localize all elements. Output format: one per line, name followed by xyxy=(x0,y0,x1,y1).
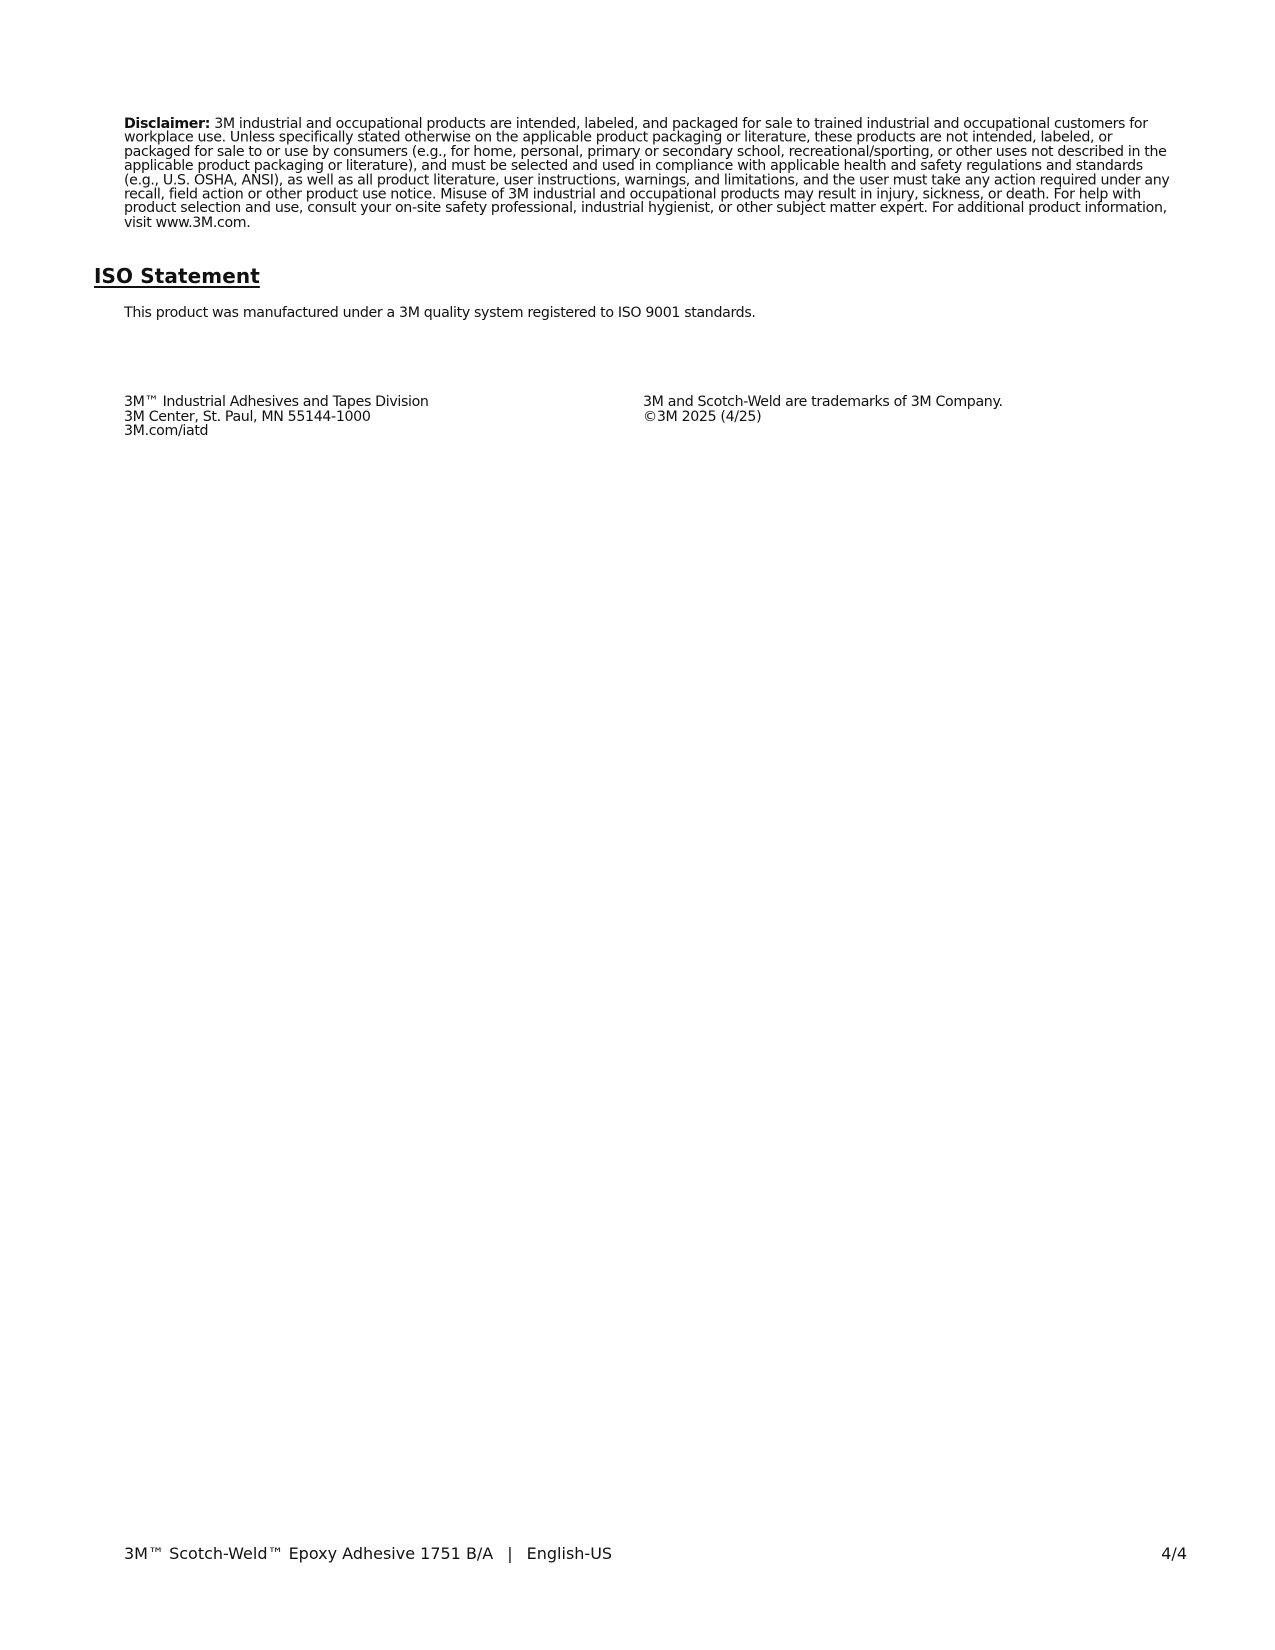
footer-product-name: 3M™ Scotch-Weld™ Epoxy Adhesive 1751 B/A xyxy=(124,1544,494,1563)
iso-statement-heading: ISO Statement xyxy=(94,264,260,288)
footer-product-info xyxy=(124,1544,612,1563)
disclaimer-line-7: product selection and use, consult your on-site safety professional, industrial hygienist, or other subject matter expert. For additional product information, xyxy=(124,200,1167,217)
contact-block xyxy=(124,395,429,439)
disclaimer-label: Disclaimer: xyxy=(124,116,211,132)
trademark-notice: 3M and Scotch-Weld are trademarks of 3M Company. xyxy=(643,394,1003,410)
disclaimer-line-8: visit www.3M.com. xyxy=(124,214,251,231)
disclaimer-line-5: (e.g., U.S. OSHA, ANSI), as well as all product literature, user instructions, warnings, and limitations, and the user must take any action required under any xyxy=(124,172,1170,189)
disclaimer-line-3: packaged for sale to or use by consumers (e.g., for home, personal, primary or secondary school, recreational/sporting, or other uses not described in the xyxy=(124,144,1167,160)
footer-separator: | xyxy=(507,1544,513,1563)
company-address: 3M Center, St. Paul, MN 55144-1000 xyxy=(124,408,371,425)
iso-statement-text: This product was manufactured under a 3M quality system registered to ISO 9001 standards. xyxy=(124,305,756,321)
trademark-block xyxy=(643,395,1003,424)
page-footer xyxy=(124,1544,1187,1563)
copyright-notice: ©3M 2025 (4/25) xyxy=(643,408,762,425)
disclaimer-line-1: Disclaimer: 3M industrial and occupational products are intended, labeled, and packaged for sale to trained industrial and occupational customers for xyxy=(124,116,1148,132)
page-number: 4/4 xyxy=(1161,1544,1187,1563)
footer-language: English-US xyxy=(526,1544,613,1563)
company-website: 3M.com/iatd xyxy=(124,423,209,440)
disclaimer-line-2: workplace use. Unless specifically stated otherwise on the applicable product packaging or literature, these products are not intended, labeled, or xyxy=(124,130,1113,146)
disclaimer-line-6: recall, field action or other product use notice. Misuse of 3M industrial and occupational products may result in injury, sickness, or death. For help with xyxy=(124,186,1141,203)
disclaimer-line-4: applicable product packaging or literature), and must be selected and used in compliance with applicable health and safety regulations and standards xyxy=(124,158,1143,175)
disclaimer-paragraph xyxy=(124,116,1170,231)
division-name: 3M™ Industrial Adhesives and Tapes Division xyxy=(124,394,429,410)
